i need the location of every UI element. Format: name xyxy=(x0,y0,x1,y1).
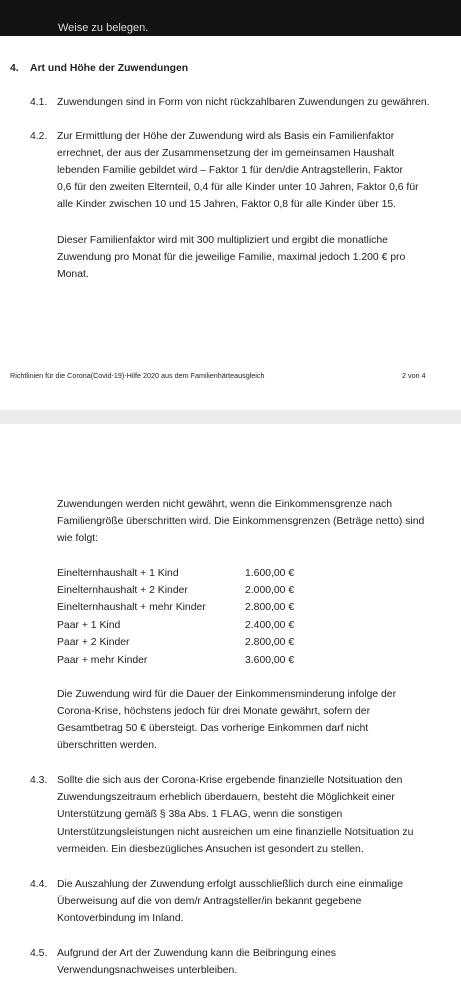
item-4-1-number: 4.1. xyxy=(30,97,48,108)
top-bar xyxy=(0,0,461,36)
duration-line: Corona-Krise, höchstens jedoch für drei Monate gewährt, sofern der xyxy=(57,706,371,717)
item-4-2-para2-line: Monat. xyxy=(57,269,89,280)
limit-label: Paar + 2 Kinder xyxy=(57,637,130,648)
item-4-3-line: vermeiden. Ein diesbezügliches Ansuchen ist gesondert zu stellen. xyxy=(57,844,364,855)
item-4-3-line: Zuwendungszeitraum erheblich überdauern, besteht die Möglichkeit einer xyxy=(57,792,395,803)
item-4-4-line: Die Auszahlung der Zuwendung erfolgt ausschließlich durch eine einmalige xyxy=(57,879,403,890)
item-4-4-line: Kontoverbindung im Inland. xyxy=(57,913,184,924)
duration-line: Gesamtbetrag 50 € übersteigt. Das vorherige Einkommen darf nicht xyxy=(57,723,369,734)
item-4-3-number: 4.3. xyxy=(30,775,48,786)
limit-label: Einelternhaushalt + mehr Kinder xyxy=(57,602,206,613)
limit-label: Einelternhaushalt + 2 Kinder xyxy=(57,585,188,596)
limit-amount: 2.800,00 € xyxy=(245,602,295,613)
intro-line: Familiengröße überschritten wird. Die Einkommensgrenzen (Beträge netto) sind xyxy=(57,516,425,527)
intro-line: wie folgt: xyxy=(57,533,99,544)
item-4-2-number: 4.2. xyxy=(30,131,48,142)
limit-amount: 2.400,00 € xyxy=(245,620,295,631)
item-4-5-line: Aufgrund der Art der Zuwendung kann die Beibringung eines xyxy=(57,948,337,959)
duration-line: überschritten werden. xyxy=(57,740,157,751)
item-4-2-line: lebenden Familie gebildet wird – Faktor 1 für den/die Antragstellerin, Faktor xyxy=(57,165,403,176)
limit-amount: 1.600,00 € xyxy=(245,568,295,579)
item-4-2-para2-line: Dieser Familienfaktor wird mit 300 multipliziert und ergibt die monatliche xyxy=(57,235,388,246)
intro-line: Zuwendungen werden nicht gewährt, wenn die Einkommensgrenze nach xyxy=(57,499,393,510)
limit-amount: 2.000,00 € xyxy=(245,585,295,596)
item-4-2-line: alle Kinder zwischen 10 und 15 Jahren, Faktor 0,8 für alle Kinder über 15. xyxy=(57,199,397,210)
item-4-3-line: Sollte die sich aus der Corona-Krise ergebende finanzielle Notsituation den xyxy=(57,775,403,786)
item-4-2-line: 0,6 für den zweiten Elternteil, 0,4 für alle Kinder unter 10 Jahren, Faktor 0,6 für xyxy=(57,182,419,193)
limit-label: Paar + mehr Kinder xyxy=(57,655,148,666)
footer-title: Richtlinien für die Corona(Covid-19)-Hilfe 2020 aus dem Familienhärteausgleich xyxy=(10,371,265,380)
page-number: 2 von 4 xyxy=(402,371,426,380)
item-4-2-line: errechnet, der aus der Zusammensetzung der im gemeinsamen Haushalt xyxy=(57,148,395,159)
cut-off-text: Weise zu belegen. xyxy=(58,22,149,34)
document-page-2-top xyxy=(0,36,461,410)
item-4-2-para2-line: Zuwendung pro Monat für die jeweilige Familie, maximal jedoch 1.200 € pro xyxy=(57,252,406,263)
section-number: 4. xyxy=(10,63,19,74)
item-4-5-line: Verwendungsnachweises unterbleiben. xyxy=(57,965,238,976)
limit-label: Einelternhaushalt + 1 Kind xyxy=(57,568,179,579)
item-4-3-line: Unterstützung gemäß § 38a Abs. 1 FLAG, wenn die sonstigen xyxy=(57,809,343,820)
item-4-2-line: Zur Ermittlung der Höhe der Zuwendung wird als Basis ein Familienfaktor xyxy=(57,131,395,142)
item-4-1-text: Zuwendungen sind in Form von nicht rückzahlbaren Zuwendungen zu gewähren. xyxy=(57,97,430,108)
limit-amount: 2.800,00 € xyxy=(245,637,295,648)
duration-line: Die Zuwendung wird für die Dauer der Einkommensminderung infolge der xyxy=(57,689,397,700)
item-4-4-line: Überweisung auf die von dem/r Antragsteller/in bekannt gegebene xyxy=(57,896,362,907)
document-page-3 xyxy=(0,424,461,1000)
section-title: Art und Höhe der Zuwendungen xyxy=(30,63,189,74)
item-4-3-line: Unterstützungsleistungen nicht ausreichen um eine finanzielle Notsituation zu xyxy=(57,827,414,838)
limit-amount: 3.600,00 € xyxy=(245,655,295,666)
limit-label: Paar + 1 Kind xyxy=(57,620,121,631)
item-4-5-number: 4.5. xyxy=(30,948,48,959)
item-4-4-number: 4.4. xyxy=(30,879,48,890)
